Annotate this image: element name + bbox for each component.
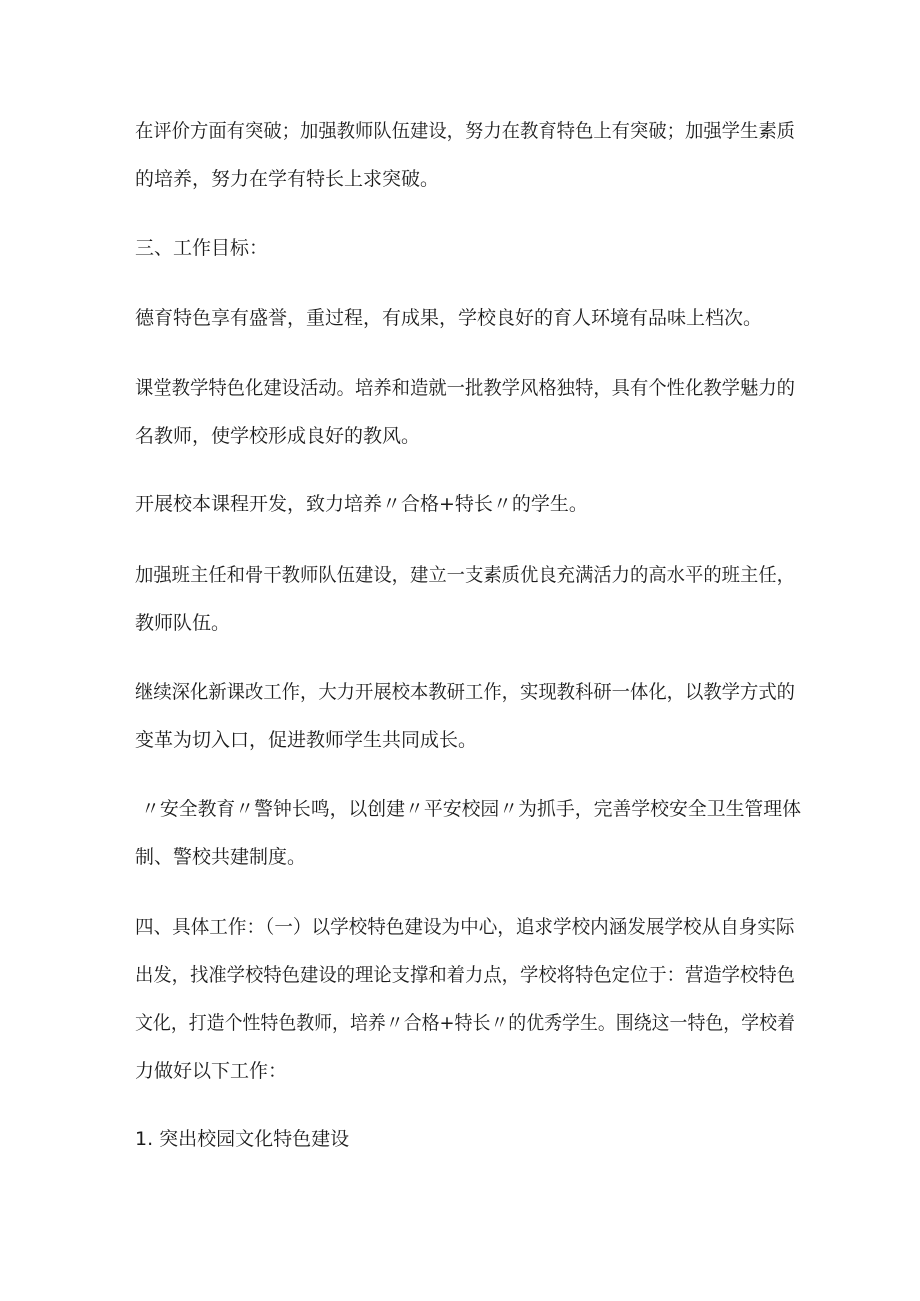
text-line: 加强班主任和骨干教师队伍建设，建立一支素质优良充满活力的高水平的班主任， (135, 564, 796, 586)
text-line: 继续深化新课改工作，大力开展校本教研工作，实现教科研一体化，以教学方式的 (135, 681, 796, 703)
text-line: 课堂教学特色化建设活动。培养和造就一批教学风格独特，具有个性化教学魅力的 (135, 377, 796, 399)
text-line: 出发，找准学校特色建设的理论支撑和着力点，学校将特色定位于：营造学校特色 (135, 964, 796, 986)
paragraph-school-curriculum (135, 480, 795, 528)
text-line: 三、工作目标： (135, 237, 269, 259)
text-line: 1. 突出校园文化特色建设 (135, 1128, 350, 1150)
paragraph-safety-education (135, 785, 802, 881)
paragraph-specific-work (135, 903, 795, 1095)
text-line: 教师队伍。 (135, 612, 231, 634)
text-line: 开展校本课程开发，致力培养〃合格+特长〃的学生。 (135, 493, 588, 515)
text-line: 制、警校共建制度。 (135, 846, 307, 868)
section-heading-work-goals (135, 224, 795, 272)
paragraph-moral-education (135, 294, 795, 342)
text-line: 力做好以下工作： (135, 1060, 288, 1082)
text-line: 名教师，使学校形成良好的教风。 (135, 425, 421, 447)
paragraph-classroom-teaching (135, 364, 795, 460)
text-line: 文化，打造个性特色教师，培养〃合格+特长〃的优秀学生。围绕这一特色，学校着 (135, 1012, 795, 1034)
text-line: 四、具体工作：（一）以学校特色建设为中心，追求学校内涵发展学校从自身实际 (135, 916, 795, 938)
text-line: 在评价方面有突破；加强教师队伍建设，努力在教育特色上有突破；加强学生素质 (135, 120, 796, 142)
paragraph-teacher-team (135, 551, 795, 647)
paragraph-evaluation-breakthrough (135, 107, 795, 203)
text-line: 德育特色享有盛誉，重过程，有成果，学校良好的育人环境有品味上档次。 (135, 307, 763, 329)
list-item-campus-culture (135, 1115, 795, 1163)
paragraph-curriculum-reform (135, 668, 795, 764)
text-line: 变革为切入口，促进教师学生共同成长。 (135, 729, 478, 751)
text-line: 的培养，努力在学有特长上求突破。 (135, 168, 440, 190)
text-line: 〃安全教育〃警钟长鸣，以创建〃平安校园〃为抓手，完善学校安全卫生管理体 (141, 798, 802, 820)
